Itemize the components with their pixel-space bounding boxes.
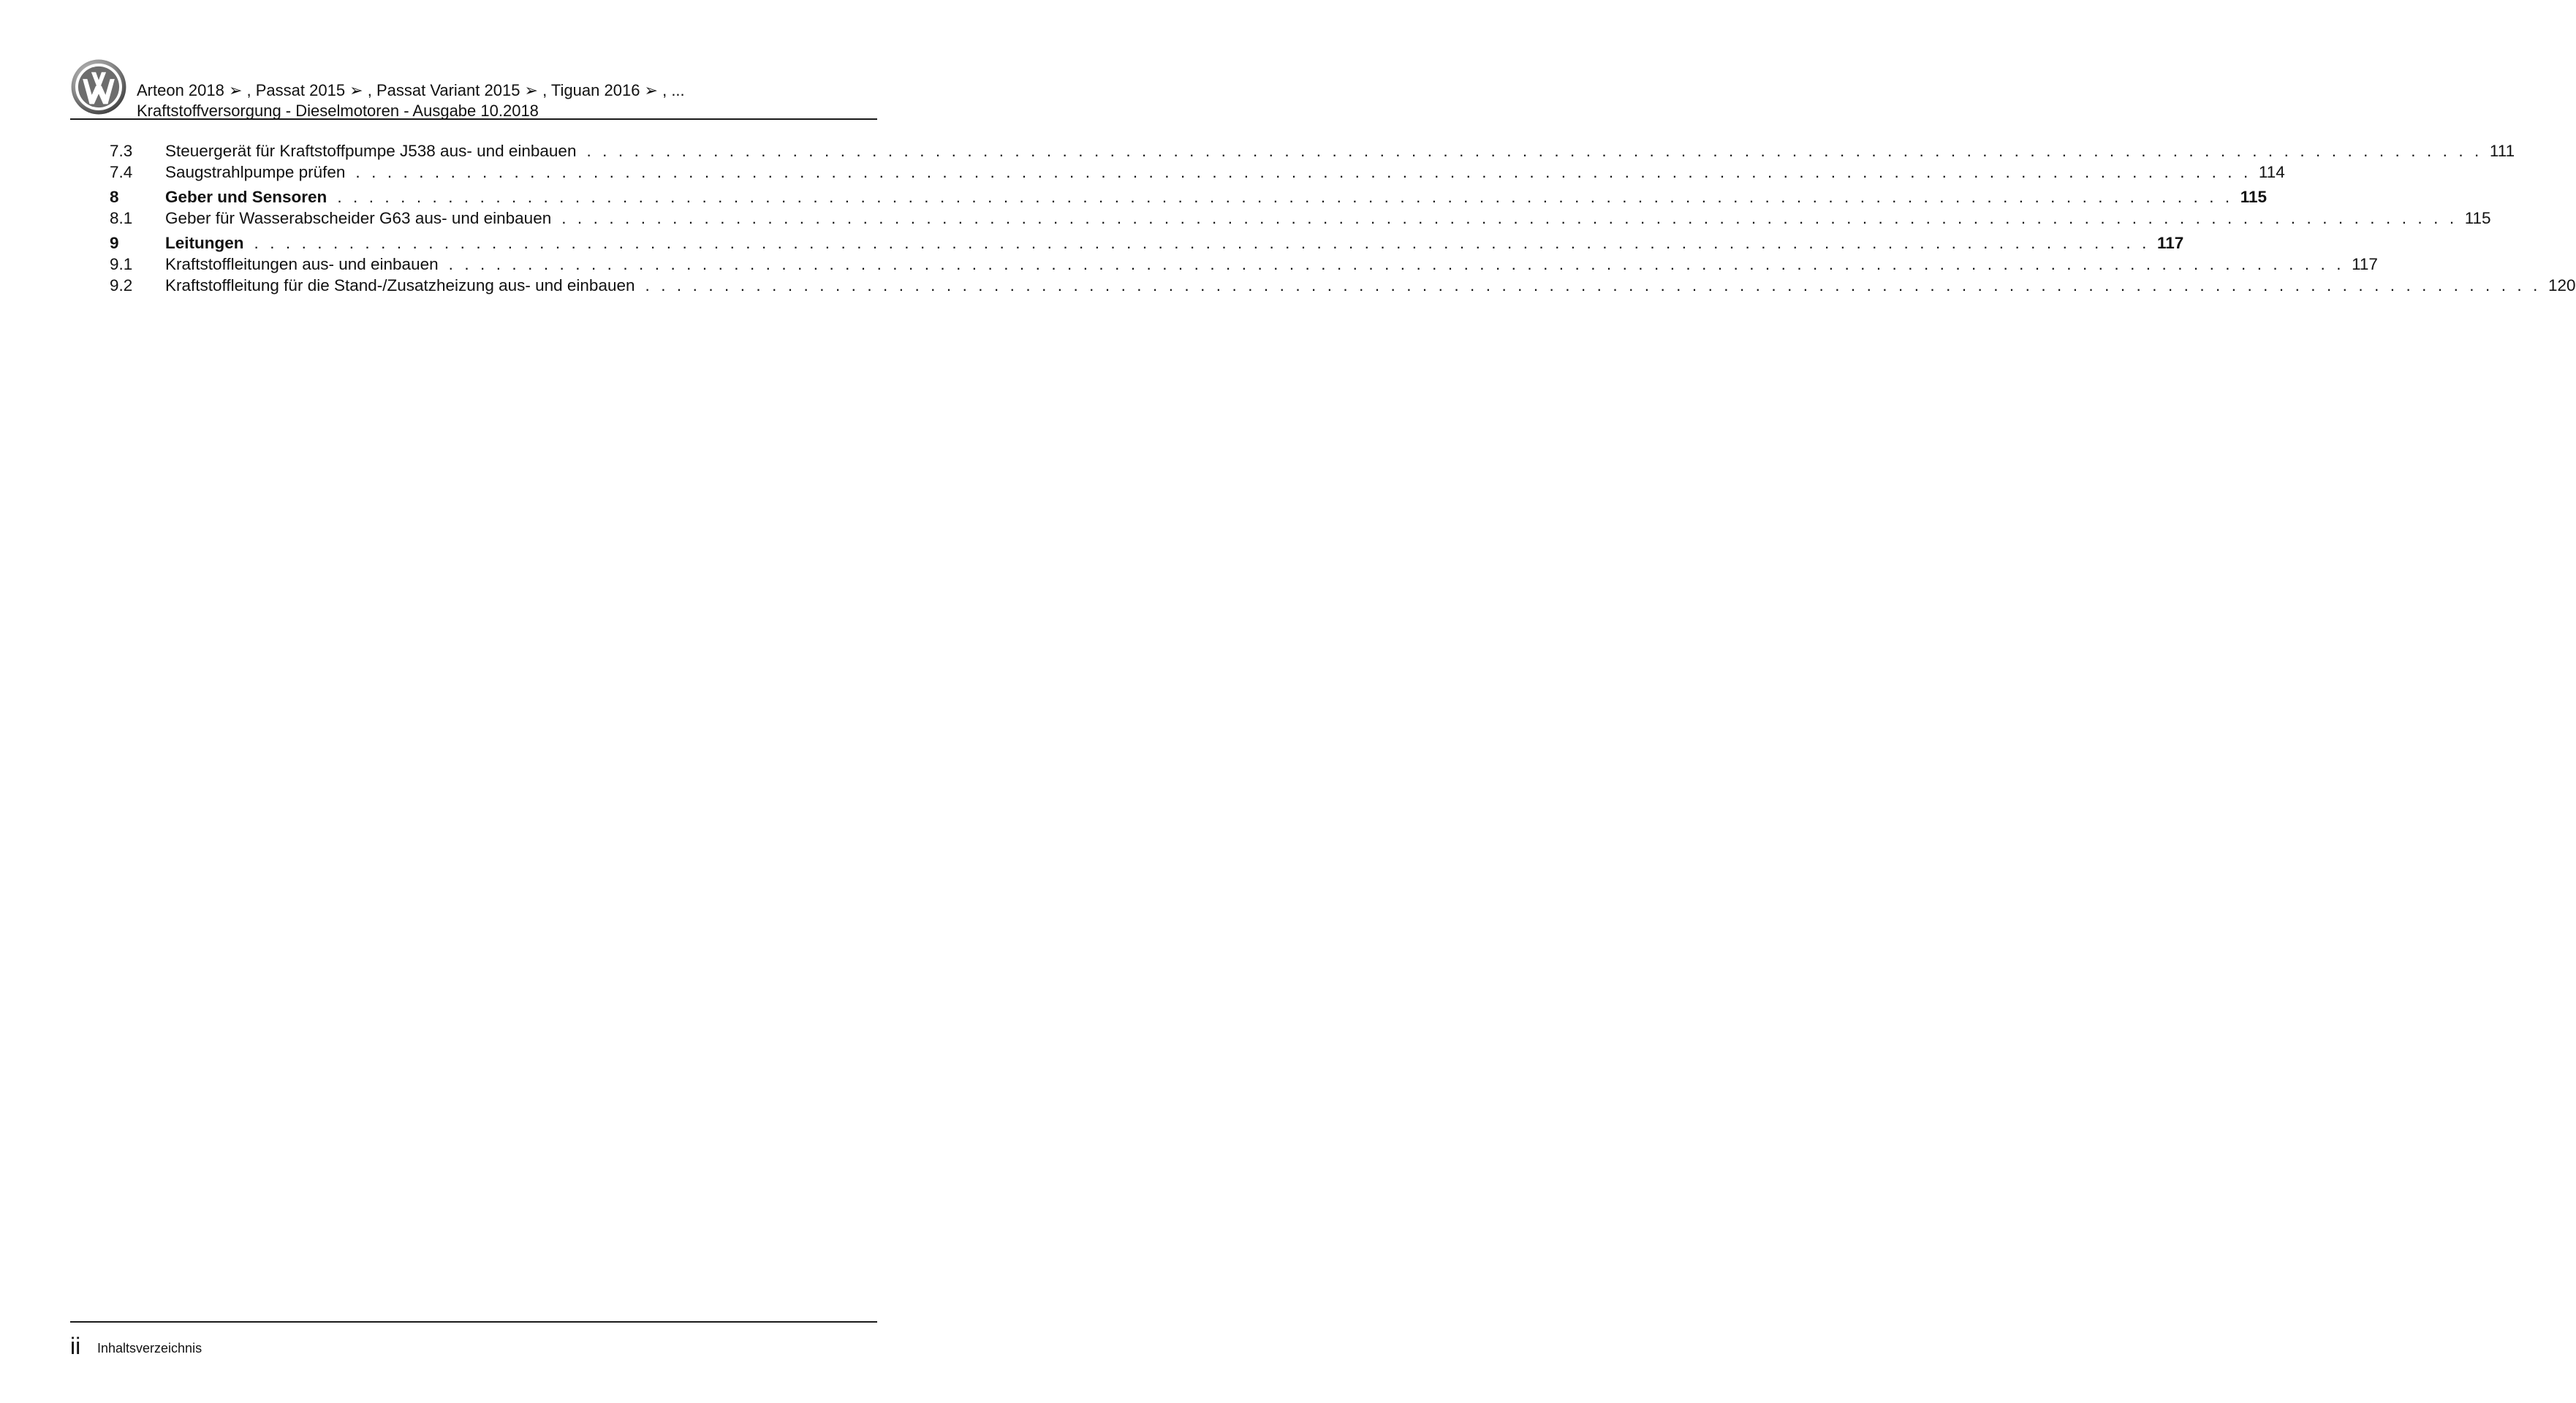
footer-page-number: ii bbox=[70, 1333, 81, 1359]
toc-entry-page: 115 bbox=[2464, 209, 2491, 227]
toc-entry-title: Kraftstoffleitung für die Stand-/Zusatzheizung aus- und einbauen bbox=[165, 276, 635, 294]
toc-entry-page: 120 bbox=[2547, 276, 2576, 294]
header-models: Arteon 2018 ➢ , Passat 2015 ➢ , Passat Variant 2015 ➢ , Tiguan 2016 ➢ , ... bbox=[137, 81, 685, 99]
toc-dot-leader: . . . . . . . . . . . . . . . . . . . . . . . . . . . . . . . . . . . . . . . . . . . . . . . . . . . . . . . . . . . . . . . . . . . . . . . . . . . . . . . . . . . . . . . . . . . . . . . . . . . . . . . . . . . . . . . . . . . . . . . . bbox=[645, 276, 2541, 294]
header-divider bbox=[70, 118, 877, 120]
toc-entry-title: Saugstrahlpumpe prüfen bbox=[165, 163, 346, 181]
toc-dot-leader: . . . . . . . . . . . . . . . . . . . . . . . . . . . . . . . . . . . . . . . . . . . . . . . . . . . . . . . . . . . . . . . . . . . . . . . . . . . . . . . . . . . . . . . . . . . . . . . . . . . . . . . . . . . . . . . . . . . . . . . . bbox=[448, 255, 2345, 273]
toc-entry-number: 9.2 bbox=[110, 276, 133, 294]
toc-entry[interactable] bbox=[110, 140, 2515, 161]
footer-divider bbox=[70, 1321, 877, 1323]
toc-entry-number: 7.4 bbox=[110, 163, 133, 181]
table-of-contents bbox=[110, 140, 2576, 296]
toc-chapter-entry[interactable] bbox=[110, 186, 2268, 208]
toc-entry-line bbox=[165, 254, 2378, 275]
toc-entry[interactable] bbox=[110, 208, 2491, 229]
toc-entry-line bbox=[165, 161, 2285, 183]
toc-chapter-entry[interactable] bbox=[110, 232, 2184, 254]
toc-entry-line bbox=[165, 275, 2576, 296]
page-header bbox=[70, 58, 877, 121]
toc-entry[interactable] bbox=[110, 254, 2378, 275]
toc-entry-number: 9 bbox=[110, 234, 119, 252]
toc-entry-number: 8.1 bbox=[110, 209, 133, 227]
toc-dot-leader: . . . . . . . . . . . . . . . . . . . . . . . . . . . . . . . . . . . . . . . . . . . . . . . . . . . . . . . . . . . . . . . . . . . . . . . . . . . . . . . . . . . . . . . . . . . . . . . . . . . . . . . . . . . . . . . . . . . . . . . . bbox=[561, 209, 2458, 227]
toc-dot-leader: . . . . . . . . . . . . . . . . . . . . . . . . . . . . . . . . . . . . . . . . . . . . . . . . . . . . . . . . . . . . . . . . . . . . . . . . . . . . . . . . . . . . . . . . . . . . . . . . . . . . . . . . . . . . . . . . . . . . . . . . bbox=[355, 163, 2251, 181]
toc-entry-page: 111 bbox=[2489, 142, 2515, 160]
toc-entry-number: 7.3 bbox=[110, 142, 133, 160]
toc-entry-page: 114 bbox=[2258, 163, 2285, 181]
toc-entry-page: 115 bbox=[2240, 188, 2268, 206]
toc-entry-title: Geber und Sensoren bbox=[165, 188, 327, 206]
toc-entry-number: 8 bbox=[110, 188, 119, 206]
toc-entry-page: 117 bbox=[2352, 255, 2378, 273]
toc-entry-line bbox=[165, 232, 2184, 254]
toc-dot-leader: . . . . . . . . . . . . . . . . . . . . . . . . . . . . . . . . . . . . . . . . . . . . . . . . . . . . . . . . . . . . . . . . . . . . . . . . . . . . . . . . . . . . . . . . . . . . . . . . . . . . . . . . . . . . . . . . . . . . . . . . bbox=[337, 188, 2233, 206]
header-text bbox=[137, 80, 685, 121]
toc-entry-line bbox=[165, 140, 2515, 161]
toc-entry-line bbox=[165, 186, 2268, 208]
toc-dot-leader: . . . . . . . . . . . . . . . . . . . . . . . . . . . . . . . . . . . . . . . . . . . . . . . . . . . . . . . . . . . . . . . . . . . . . . . . . . . . . . . . . . . . . . . . . . . . . . . . . . . . . . . . . . . . . . . . . . . . . . . . bbox=[586, 142, 2482, 160]
toc-entry-title: Geber für Wasserabscheider G63 aus- und einbauen bbox=[165, 209, 552, 227]
vw-logo-icon bbox=[70, 58, 127, 115]
toc-entry-number: 9.1 bbox=[110, 255, 133, 273]
header-document-title: Kraftstoffversorgung - Dieselmotoren - Ausgabe 10.2018 bbox=[137, 102, 539, 120]
toc-entry[interactable] bbox=[110, 161, 2285, 183]
toc-entry[interactable] bbox=[110, 275, 2576, 296]
toc-entry-title: Leitungen bbox=[165, 234, 244, 252]
toc-dot-leader: . . . . . . . . . . . . . . . . . . . . . . . . . . . . . . . . . . . . . . . . . . . . . . . . . . . . . . . . . . . . . . . . . . . . . . . . . . . . . . . . . . . . . . . . . . . . . . . . . . . . . . . . . . . . . . . . . . . . . . . . bbox=[254, 234, 2150, 252]
toc-entry-title: Steuergerät für Kraftstoffpumpe J538 aus- und einbauen bbox=[165, 142, 577, 160]
toc-entry-line bbox=[165, 208, 2491, 229]
toc-entry-title: Kraftstoffleitungen aus- und einbauen bbox=[165, 255, 439, 273]
toc-entry-page: 117 bbox=[2156, 234, 2184, 252]
footer-section-title: Inhaltsverzeichnis bbox=[97, 1341, 202, 1356]
